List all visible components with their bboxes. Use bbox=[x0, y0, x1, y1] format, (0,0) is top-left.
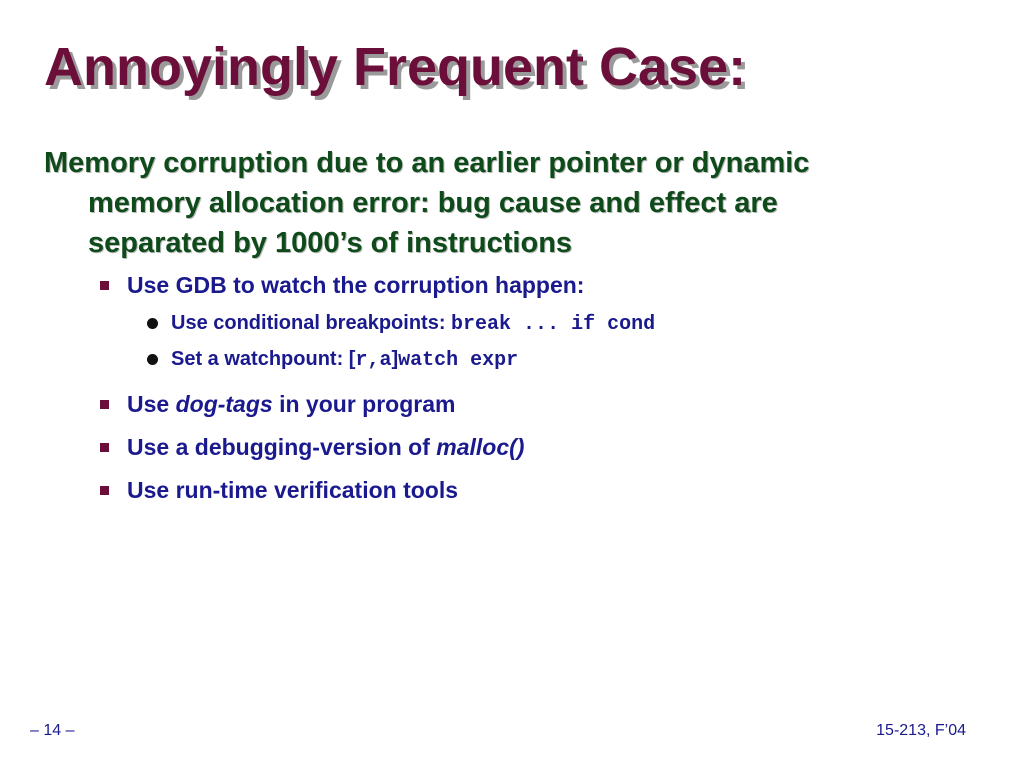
code-snippet-mode: r,a bbox=[355, 349, 392, 372]
course-label: 15-213, F’04 bbox=[876, 722, 966, 739]
technique-label: Use conditional breakpoints: bbox=[171, 312, 452, 334]
round-bullet-icon bbox=[147, 354, 158, 365]
square-bullet-icon bbox=[100, 281, 109, 290]
main-point-line-3: separated by 1000’s of instructions bbox=[88, 227, 573, 259]
sub-point-emphasis: malloc() bbox=[436, 434, 525, 460]
page-number: – 14 – bbox=[30, 722, 75, 739]
slide-title: Annoyingly Frequent Case: bbox=[44, 37, 747, 97]
sub-point-runtime-tools bbox=[100, 473, 1000, 507]
square-bullet-icon bbox=[100, 486, 109, 495]
code-snippet-watch: watch expr bbox=[398, 349, 519, 372]
main-point bbox=[44, 143, 974, 263]
sub-point-debug-malloc bbox=[100, 430, 1000, 464]
main-point-line-2: memory allocation error: bug cause and effect are bbox=[88, 187, 778, 219]
sub-point-dog-tags bbox=[100, 387, 1000, 421]
sub-point-prefix: Use a debugging-version of bbox=[127, 434, 437, 460]
technique-label: Set a watchpount: [ bbox=[171, 348, 356, 370]
bracket-close: ] bbox=[391, 348, 399, 370]
sub-point-emphasis: dog-tags bbox=[175, 391, 273, 417]
sub-point-gdb bbox=[100, 268, 1000, 378]
technique-conditional-breakpoints bbox=[147, 306, 1000, 342]
sub-point-text: Use GDB to watch the corruption happen: bbox=[127, 272, 585, 298]
sub-point-text: Use run-time verification tools bbox=[127, 477, 459, 503]
square-bullet-icon bbox=[100, 400, 109, 409]
code-snippet: break ... if cond bbox=[451, 313, 656, 336]
round-bullet-icon bbox=[147, 318, 158, 329]
technique-watchpoint bbox=[147, 342, 1000, 378]
square-bullet-icon bbox=[100, 443, 109, 452]
main-point-line-1: Memory corruption due to an earlier pointer or dynamic bbox=[44, 147, 810, 179]
gdb-technique-list bbox=[147, 306, 1000, 378]
sub-point-list bbox=[100, 268, 1000, 516]
sub-point-prefix: Use bbox=[127, 391, 176, 417]
sub-point-suffix: in your program bbox=[272, 391, 456, 417]
